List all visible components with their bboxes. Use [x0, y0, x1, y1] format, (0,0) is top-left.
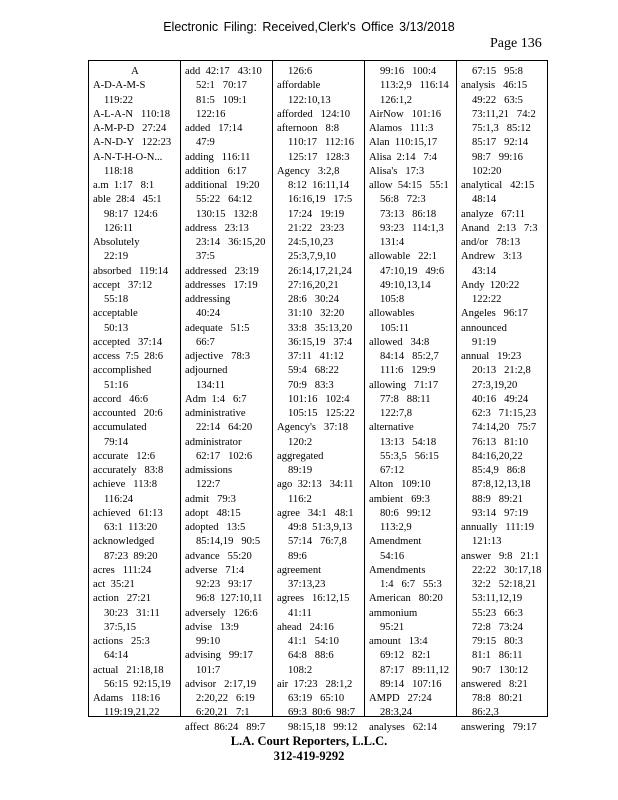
index-entry-continuation: 79:15 80:3	[472, 636, 523, 647]
index-entry: affect 86:24 89:7	[185, 721, 266, 733]
index-entry: announced	[461, 322, 507, 334]
index-entry-continuation: 40:24	[196, 308, 221, 320]
index-entry-continuation: 126:6	[288, 66, 313, 77]
index-entry-continuation: 55:18	[104, 294, 129, 305]
index-entry-continuation: 22:22 30:17,18	[472, 564, 542, 576]
index-entry: allow 54:15 55:1	[369, 180, 449, 191]
index-entry: actual 21:18,18	[93, 664, 164, 676]
index-entry-continuation: 37:13,23	[288, 579, 326, 590]
index-entry: A-M-P-D 27:24	[93, 123, 167, 134]
index-entry-continuation: 33:8 35:13,20	[288, 322, 353, 334]
index-entry-continuation: 55:3,5 56:15	[380, 450, 439, 462]
index-entry: administrative	[185, 408, 246, 419]
index-entry: Alamos 111:3	[369, 123, 434, 134]
index-entry-continuation: 119:22	[104, 94, 134, 106]
index-entry: a.m 1:17 8:1	[93, 180, 155, 191]
index-entry: adjourned	[185, 365, 228, 377]
index-entry: Alton 109:10	[369, 479, 431, 491]
index-entry: Adams 118:16	[93, 693, 160, 704]
index-entry: adversely 126:6	[185, 607, 258, 619]
index-entry: AMPD 27:24	[369, 693, 432, 704]
word-index-table	[88, 60, 548, 733]
index-column-1	[89, 61, 181, 719]
index-entry-continuation: 84:16,20,22	[472, 450, 523, 462]
index-entry: Agency 3:2,8	[277, 165, 340, 177]
index-entry-continuation: 62:17 102:6	[196, 450, 253, 462]
index-entry-continuation: 8:12 16:11,14	[288, 180, 350, 191]
index-entry-continuation: 50:13	[104, 322, 129, 334]
index-entry-continuation: 69:3 80:6 98:7	[288, 707, 356, 719]
index-entry-continuation: 31:10 32:20	[288, 308, 345, 320]
index-entry: advisor 2:17,19	[185, 678, 257, 690]
index-entry-continuation: 85:4,9 86:8	[472, 465, 526, 476]
index-column-4	[365, 61, 457, 733]
index-entry-continuation: 70:9 83:3	[288, 379, 334, 391]
index-entry: additional 19:20	[185, 180, 260, 191]
index-entry-continuation: 73:13 86:18	[380, 208, 437, 220]
index-entry-continuation: 79:14	[104, 436, 129, 448]
index-entry: adopted 13:5	[185, 522, 246, 533]
index-entry: Angeles 96:17	[461, 308, 528, 320]
index-entry: actions 25:3	[93, 636, 150, 647]
index-entry-continuation: 67:12	[380, 465, 405, 476]
index-entry-continuation: 116:24	[104, 493, 134, 505]
index-entry-continuation: 99:10	[196, 636, 221, 647]
index-entry-continuation: 37:5	[196, 251, 215, 263]
index-column-3	[273, 61, 365, 733]
index-entry-continuation: 122:22	[472, 294, 502, 305]
index-entry-continuation: 51:16	[104, 379, 129, 391]
index-entry-continuation: 74:14,20 75:7	[472, 422, 537, 434]
index-entry-continuation: 69:12 82:1	[380, 650, 431, 662]
index-entry-continuation: 108:2	[288, 664, 313, 676]
index-entry-continuation: 76:13 81:10	[472, 436, 529, 448]
index-entry: adverse 71:4	[185, 564, 245, 576]
index-entry: achieved 61:13	[93, 507, 163, 519]
index-entry: allowing 71:17	[369, 379, 439, 391]
index-entry-continuation: 81:5 109:1	[196, 94, 247, 106]
index-entry-continuation: 131:4	[380, 237, 405, 248]
index-entry-continuation: 49:8 51:3,9,13	[288, 522, 353, 533]
index-entry-continuation: 32:2 52:18,21	[472, 579, 537, 590]
index-entry-continuation: 102:20	[472, 165, 502, 177]
index-entry: A-L-A-N 110:18	[93, 108, 170, 120]
index-entry: adding 116:11	[185, 151, 251, 163]
index-entry-continuation: 54:16	[380, 550, 405, 562]
index-entry-continuation: 13:13 54:18	[380, 436, 437, 448]
index-entry: analyze 67:11	[461, 208, 526, 220]
index-entry: ambient 69:3	[369, 493, 430, 505]
index-entry: Absolutely	[93, 237, 140, 248]
index-entry: added 17:14	[185, 123, 243, 134]
index-entry-continuation: 99:16 100:4	[380, 66, 437, 77]
index-entry: Alisa's 17:3	[369, 165, 425, 177]
index-entry: addition 6:17	[185, 165, 247, 177]
index-entry-continuation: 122:7	[196, 479, 221, 491]
index-entry: Amendment	[369, 536, 422, 548]
index-entry-continuation: 126:1,2	[380, 94, 413, 106]
index-entry-continuation: 26:14,17,21,24	[288, 265, 352, 277]
index-entry: allowed 34:8	[369, 336, 430, 348]
index-entry-continuation: 24:5,10,23	[288, 237, 334, 248]
index-entry-continuation: 59:4 68:22	[288, 365, 339, 377]
index-entry: analytical 42:15	[461, 180, 535, 191]
index-entry: achieve 113:8	[93, 479, 158, 491]
index-entry: able 28:4 45:1	[93, 194, 162, 206]
index-entry: adopt 48:15	[185, 507, 241, 519]
index-entry-continuation: 88:9 89:21	[472, 493, 523, 505]
index-entry: accord 46:6	[93, 393, 149, 405]
index-entry-continuation: 63:19 65:10	[288, 693, 345, 704]
index-entry-continuation: 84:14 85:2,7	[380, 351, 439, 362]
index-entry-continuation: 72:8 73:24	[472, 621, 523, 633]
index-entry-continuation: 98:15,18 99:12	[288, 721, 358, 733]
index-entry-continuation: 67:15 95:8	[472, 66, 523, 77]
index-entry: advise 13:9	[185, 621, 239, 633]
index-entry: ammonium	[369, 607, 418, 619]
index-entry-continuation: 66:7	[196, 336, 215, 348]
index-entry-continuation: 2:20,22 6:19	[196, 693, 255, 704]
index-entry: address 23:13	[185, 222, 249, 234]
index-entry: access 7:5 28:6	[93, 351, 164, 362]
page-number: Page 136	[490, 36, 542, 51]
index-entry: answered 8:21	[461, 678, 528, 690]
index-entry-continuation: 93:23 114:1,3	[380, 222, 444, 234]
index-entry: Alisa 2:14 7:4	[369, 151, 437, 163]
index-entry-continuation: 122:7,8	[380, 408, 413, 419]
index-entry: allowable 22:1	[369, 251, 437, 263]
index-entry: A-D-A-M-S	[93, 80, 146, 92]
index-entry: advising 99:17	[185, 650, 253, 662]
index-entry: acceptable	[93, 308, 138, 320]
index-entry: alternative	[369, 422, 414, 434]
index-entry-continuation: 134:11	[196, 379, 226, 391]
index-entry-continuation: 86:2,3	[472, 707, 499, 719]
index-entry-continuation: 41:1 54:10	[288, 636, 339, 647]
index-entry: Agency's 37:18	[277, 422, 349, 434]
index-letter-heading: A	[131, 66, 139, 77]
index-entry-continuation: 78:8 80:21	[472, 693, 523, 704]
index-entry-continuation: 43:14	[472, 265, 497, 277]
index-entry-continuation: 122:10,13	[288, 94, 331, 106]
index-entry-continuation: 116:2	[288, 493, 312, 505]
index-entry-continuation: 1:4 6:7 55:3	[380, 579, 442, 590]
index-entry-continuation: 96:8 127:10,11	[196, 593, 263, 605]
index-entry-continuation: 105:11	[380, 322, 410, 334]
index-entry-continuation: 126:11	[104, 222, 134, 234]
index-entry: adequate 51:5	[185, 322, 250, 334]
filing-stamp-header: Electronic Filing: Received,Clerk's Office 3/13/2018	[163, 20, 455, 34]
index-entry: admit 79:3	[185, 493, 236, 505]
index-entry-continuation: 56:15 92:15,19	[104, 678, 171, 690]
index-entry-continuation: 113:2,9 116:14	[380, 80, 449, 92]
index-entry: adjective 78:3	[185, 351, 251, 362]
index-entry-continuation: 121:13	[472, 536, 502, 548]
index-entry-continuation: 93:14 97:19	[472, 507, 529, 519]
index-entry-continuation: 89:14 107:16	[380, 678, 442, 690]
index-column-5	[457, 61, 549, 733]
index-entry: Alan 110:15,17	[369, 137, 438, 149]
index-entry: Anand 2:13 7:3	[461, 222, 538, 234]
index-entry-continuation: 36:15,19 37:4	[288, 336, 353, 348]
index-entry-continuation: 62:3 71:15,23	[472, 408, 537, 419]
reporter-phone: 312-419-9292	[273, 749, 345, 763]
index-entry-continuation: 110:17 112:16	[288, 137, 355, 149]
index-entry: agreement	[277, 564, 322, 576]
index-entry-continuation: 81:1 86:11	[472, 650, 523, 662]
index-entry-continuation: 120:2	[288, 436, 313, 448]
index-entry-continuation: 101:16 102:4	[288, 393, 350, 405]
index-entry: administrator	[185, 436, 242, 448]
index-entry-continuation: 87:17 89:11,12	[380, 664, 450, 676]
index-entry: ahead 24:16	[277, 621, 334, 633]
index-entry: acknowledged	[93, 536, 155, 548]
index-entry-continuation: 47:9	[196, 137, 215, 149]
index-column-2	[181, 61, 273, 733]
index-entry-continuation: 77:8 88:11	[380, 393, 431, 405]
index-entry: A-N-T-H-O-N...	[93, 151, 163, 163]
index-entry-continuation: 64:8 88:6	[288, 650, 334, 662]
index-entry-continuation: 37:11 41:12	[288, 351, 344, 362]
index-entry: afforded 124:10	[277, 108, 351, 120]
index-entry-continuation: 48:14	[472, 194, 497, 206]
index-entry-continuation: 64:14	[104, 650, 129, 662]
index-entry-continuation: 6:20,21 7:1	[196, 707, 250, 719]
index-entry-continuation: 49:22 63:5	[472, 94, 523, 106]
index-entry: affordable	[277, 80, 321, 92]
index-entry-continuation: 101:7	[196, 664, 221, 676]
index-entry: ago 32:13 34:11	[277, 479, 354, 491]
index-entry-continuation: 23:14 36:15,20	[196, 237, 266, 248]
index-entry-continuation: 113:2,9	[380, 522, 412, 533]
index-entry-continuation: 25:3,7,9,10	[288, 251, 336, 263]
index-entry-continuation: 91:19	[472, 336, 497, 348]
index-entry: accumulated	[93, 422, 147, 434]
index-entry-continuation: 73:11,21 74:2	[472, 108, 536, 120]
index-entry-continuation: 20:13 21:2,8	[472, 365, 531, 377]
index-entry: accomplished	[93, 365, 152, 377]
index-entry: and/or 78:13	[461, 237, 521, 248]
index-entry-continuation: 92:23 93:17	[196, 579, 253, 590]
index-entry-continuation: 53:11,12,19	[472, 593, 523, 605]
index-entry: annually 111:19	[461, 522, 535, 533]
index-entry-continuation: 98:7 99:16	[472, 151, 523, 163]
index-entry-continuation: 56:8 72:3	[380, 194, 426, 206]
index-entry-continuation: 27:3,19,20	[472, 379, 518, 391]
index-entry: Adm 1:4 6:7	[185, 393, 247, 405]
index-entry: answering 79:17	[461, 721, 537, 733]
index-entry-continuation: 89:19	[288, 465, 313, 476]
index-entry: accept 37:12	[93, 279, 153, 291]
index-entry-continuation: 55:23 66:3	[472, 607, 523, 619]
index-entry: action 27:21	[93, 593, 151, 605]
index-entry: annual 19:23	[461, 351, 522, 362]
index-entry-continuation: 105:8	[380, 294, 405, 305]
index-entry-continuation: 75:1,3 85:12	[472, 123, 531, 134]
index-entry: advance 55:20	[185, 550, 252, 562]
index-entry-continuation: 40:16 49:24	[472, 393, 529, 405]
index-entry-continuation: 125:17 128:3	[288, 151, 350, 163]
index-entry: accurately 83:8	[93, 465, 164, 476]
index-entry-continuation: 16:16,19 17:5	[288, 194, 353, 206]
index-entry-continuation: 122:16	[196, 108, 226, 120]
index-entry: allowables	[369, 308, 415, 320]
index-entry-continuation: 98:17 124:6	[104, 208, 158, 220]
index-entry-continuation: 47:10,19 49:6	[380, 265, 445, 277]
reporter-name: L.A. Court Reporters, L.L.C.	[230, 734, 388, 748]
index-entry-continuation: 89:6	[288, 550, 307, 562]
index-entry-continuation: 30:23 31:11	[104, 607, 160, 619]
index-entry-continuation: 28:3,24	[380, 707, 413, 719]
index-entry: air 17:23 28:1,2	[277, 678, 353, 690]
footer	[0, 734, 618, 764]
index-entry: accurate 12:6	[93, 450, 156, 462]
index-entry-continuation: 57:14 76:7,8	[288, 536, 347, 548]
index-entry: AirNow 101:16	[369, 108, 442, 120]
index-entry-continuation: 105:15 125:22	[288, 408, 355, 419]
index-entry-continuation: 27:16,20,21	[288, 279, 339, 291]
index-entry-continuation: 85:17 92:14	[472, 137, 529, 149]
index-entry: addressed 23:19	[185, 265, 259, 277]
index-entry: answer 9:8 21:1	[461, 550, 540, 562]
index-entry: A-N-D-Y 122:23	[93, 137, 172, 149]
index-entry-continuation: 90:7 130:12	[472, 664, 529, 676]
index-entry: Andy 120:22	[461, 279, 520, 291]
index-entry-continuation: 119:19,21,22	[104, 707, 160, 719]
index-entry-continuation: 22:19	[104, 251, 129, 263]
index-entry: analyses 62:14	[369, 721, 437, 733]
index-entry-continuation: 85:14,19 90:5	[196, 536, 261, 548]
index-entry: addressing	[185, 294, 231, 305]
index-entry: acres 111:24	[93, 564, 152, 576]
index-entry: aggregated	[277, 450, 324, 462]
index-entry: Andrew 3:13	[461, 251, 522, 263]
index-entry: agrees 16:12,15	[277, 593, 350, 605]
index-entry: American 80:20	[369, 593, 443, 605]
index-entry: act 35:21	[93, 579, 135, 590]
index-entry-continuation: 37:5,15	[104, 621, 137, 633]
index-entry-continuation: 95:21	[380, 621, 405, 633]
index-entry-continuation: 41:11	[288, 607, 312, 619]
index-entry: accepted 37:14	[93, 336, 163, 348]
index-entry: admissions	[185, 465, 233, 476]
index-entry: amount 13:4	[369, 636, 428, 647]
index-entry: agree 34:1 48:1	[277, 507, 354, 519]
index-entry: add 42:17 43:10	[185, 66, 262, 77]
index-entry-continuation: 28:6 30:24	[288, 294, 339, 305]
index-entry-continuation: 49:10,13,14	[380, 279, 431, 291]
index-entry-continuation: 22:14 64:20	[196, 422, 253, 434]
index-entry-continuation: 55:22 64:12	[196, 194, 253, 206]
index-entry: absorbed 119:14	[93, 265, 169, 277]
index-entry-continuation: 87:8,12,13,18	[472, 479, 531, 491]
index-entry-continuation: 17:24 19:19	[288, 208, 345, 220]
index-entry-continuation: 52:1 70:17	[196, 80, 247, 92]
index-entry: accounted 20:6	[93, 408, 163, 419]
index-entry-continuation: 87:23 89:20	[104, 550, 158, 562]
index-entry-continuation: 111:6 129:9	[380, 365, 436, 377]
index-entry-continuation: 130:15 132:8	[196, 208, 258, 220]
index-entry: Amendments	[369, 564, 426, 576]
index-entry-continuation: 80:6 99:12	[380, 507, 431, 519]
index-entry: afternoon 8:8	[277, 123, 340, 134]
index-entry: analysis 46:15	[461, 80, 528, 92]
index-entry: addresses 17:19	[185, 279, 258, 291]
index-entry-continuation: 63:1 113:20	[104, 522, 158, 533]
index-entry-continuation: 118:18	[104, 165, 134, 177]
index-entry-continuation: 21:22 23:23	[288, 222, 345, 234]
